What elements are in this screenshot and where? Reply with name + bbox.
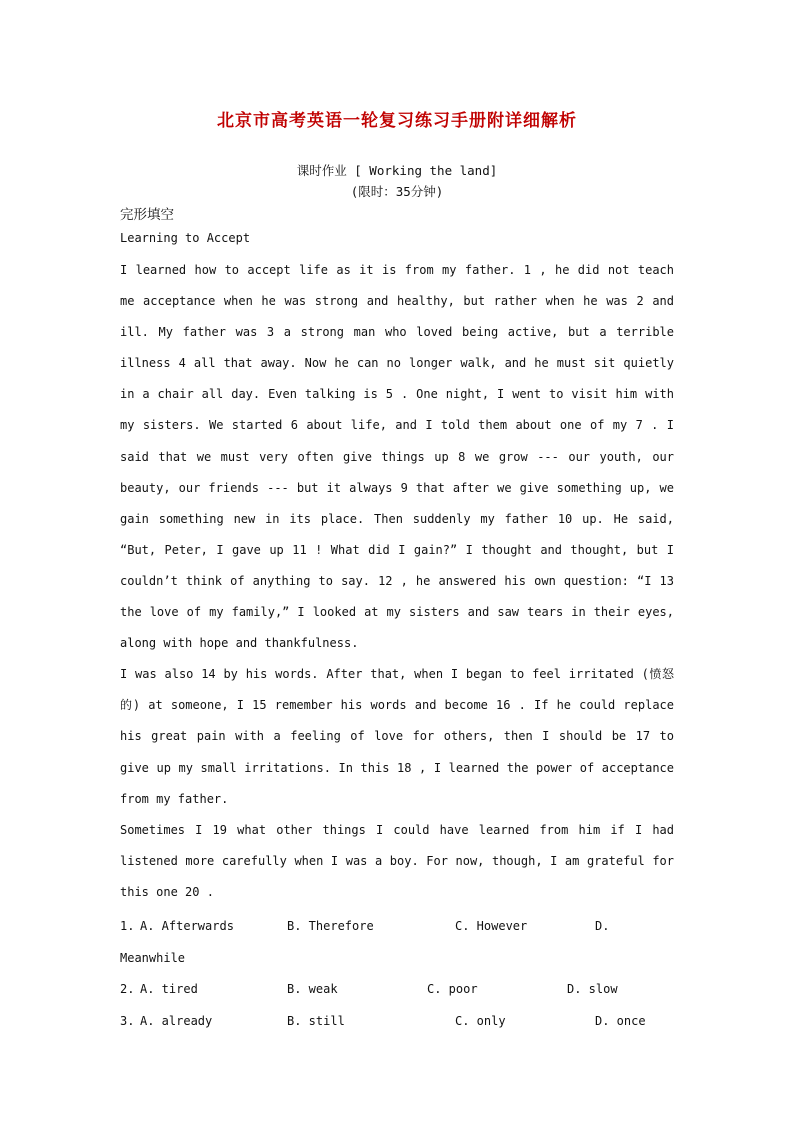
option-b: B. Therefore — [287, 919, 374, 933]
option-c: C. only — [455, 1013, 506, 1028]
question-row — [120, 911, 674, 943]
question-number: 2. — [120, 982, 135, 996]
option-d-continued: Meanwhile — [120, 950, 186, 965]
document-title: 北京市高考英语一轮复习练习手册附详细解析 — [217, 111, 577, 131]
time-limit: (限时：35分钟) — [350, 184, 444, 199]
question-number: 1. — [120, 919, 135, 933]
option-b: B. still — [287, 1013, 345, 1028]
question-number: 3. — [120, 1013, 135, 1028]
option-c: C. poor — [427, 982, 478, 996]
option-d: D. once — [595, 1013, 646, 1028]
passage-title: Learning to Accept — [120, 231, 251, 245]
answer-options — [120, 911, 674, 1037]
lesson-subtitle: 课时作业 [ Working the land] — [296, 163, 498, 178]
option-a: A. already — [140, 1013, 213, 1028]
option-d: D. slow — [567, 982, 618, 996]
option-a: A. tired — [140, 982, 198, 996]
question-row — [120, 974, 674, 1006]
question-row — [120, 1006, 674, 1038]
passage-paragraph: Sometimes I 19 what other things I could have learned from him if I had listened more carefully when I was a boy. For now, though, I am grateful for this one 20 . — [120, 822, 674, 899]
passage-paragraph: I learned how to accept life as it is from my father. 1 , he did not teach me acceptance when he was strong and healthy, but rather when he was 2 and ill. My father was 3 a strong man who loved being active, but a terrible illness 4 all that away. Now he can no longer walk, and he must sit quietly in a chair all day. Even talking is 5 . One night, I went to visit him with my sisters. We started 6 about life, and I told them about one of my 7 . I said that we must very often give things up 8 we grow --- our youth, our beauty, our friends --- but it always 9 that after we give something up, we gain something new in its place. Then suddenly my father 10 up. He said, “But, Peter, I gave up 11 ! What did I gain?” I thought and thought, but I couldn’t think of anything to say. 12 , he answered his own question: “I 13 the love of my family,” I looked at my sisters and saw tears in their eyes, along with hope and thankfulness. — [120, 263, 674, 651]
option-d: D. — [595, 919, 610, 933]
option-c: C. However — [455, 919, 528, 933]
passage-paragraph: I was also 14 by his words. After that, when I began to feel irritated (愤怒的) at someone, I 15 remember his words and become 16 . If he could replace his great pain with a feeling of love for others, then I should be 17 to give up my small irritations. In this 18 , I learned the power of acceptance from my father. — [120, 667, 674, 806]
option-a: A. Afterwards — [140, 919, 234, 933]
section-heading: 完形填空 — [120, 207, 174, 223]
cloze-passage — [120, 255, 674, 908]
option-b: B. weak — [287, 982, 338, 996]
